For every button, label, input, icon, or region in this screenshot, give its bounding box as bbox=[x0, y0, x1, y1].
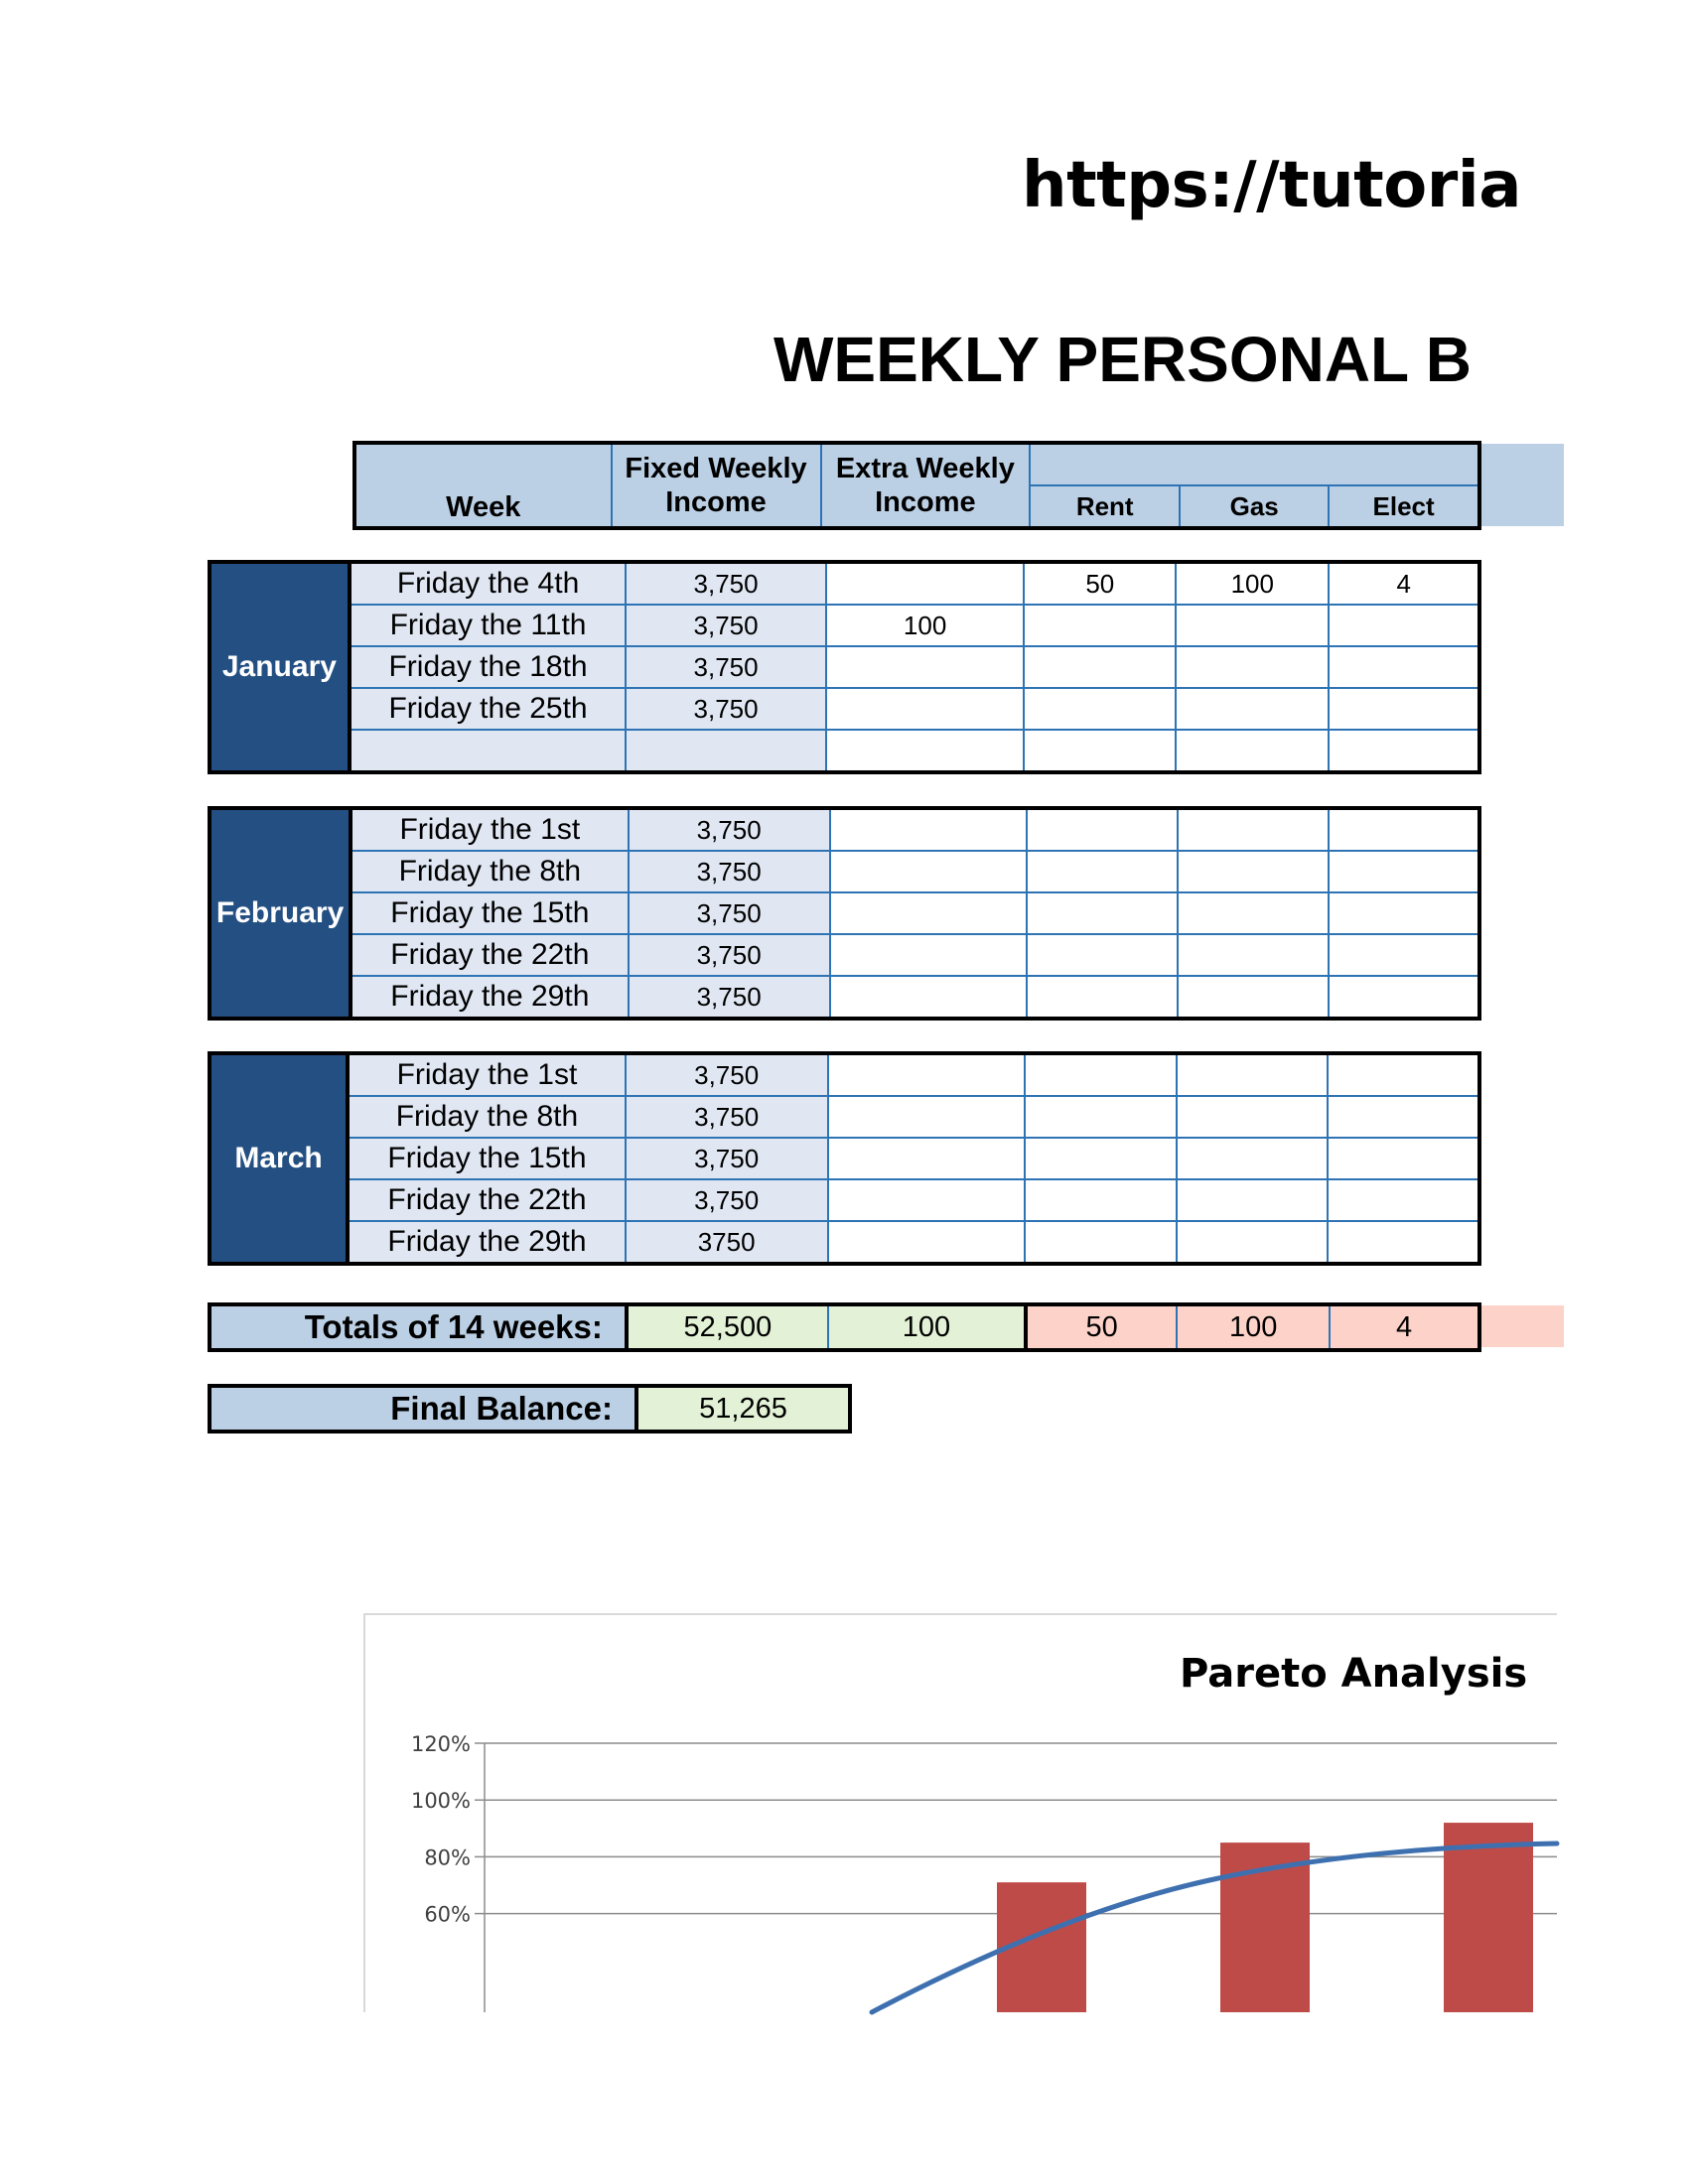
rent-cell[interactable] bbox=[1025, 1221, 1177, 1264]
rent-cell[interactable] bbox=[1025, 1053, 1177, 1096]
fixed-income-cell[interactable]: 3,750 bbox=[626, 1179, 828, 1221]
rent-cell[interactable] bbox=[1024, 605, 1176, 646]
week-cell[interactable]: Friday the 29th bbox=[351, 976, 628, 1019]
electricity-cell[interactable] bbox=[1329, 934, 1479, 976]
header-rent: Rent bbox=[1030, 485, 1180, 528]
week-cell[interactable]: Friday the 22th bbox=[348, 1179, 626, 1221]
month-label: February bbox=[210, 808, 351, 1019]
week-cell[interactable]: Friday the 1st bbox=[351, 808, 628, 851]
header-fixed-income-line-2: Income bbox=[665, 486, 767, 518]
rent-cell[interactable] bbox=[1025, 1138, 1177, 1179]
rent-cell[interactable] bbox=[1024, 730, 1176, 772]
fixed-income-cell[interactable]: 3,750 bbox=[626, 688, 826, 730]
extra-income-cell[interactable] bbox=[826, 730, 1025, 772]
total-extra-income[interactable]: 100 bbox=[828, 1304, 1026, 1350]
source-url: https://tutoria bbox=[1022, 149, 1521, 222]
header-extra-income-line-2: Income bbox=[875, 486, 976, 518]
electricity-cell[interactable] bbox=[1329, 730, 1479, 772]
extra-income-cell[interactable] bbox=[828, 1096, 1026, 1138]
fixed-income-cell[interactable]: 3,750 bbox=[626, 1053, 828, 1096]
header-extra-income bbox=[821, 443, 1031, 528]
gas-cell[interactable] bbox=[1176, 688, 1329, 730]
week-cell[interactable]: Friday the 18th bbox=[350, 646, 626, 688]
table-row bbox=[210, 934, 1479, 976]
fixed-income-cell[interactable]: 3,750 bbox=[626, 562, 826, 605]
extra-income-cell[interactable] bbox=[830, 934, 1027, 976]
rent-cell[interactable] bbox=[1024, 688, 1176, 730]
extra-income-cell[interactable] bbox=[830, 892, 1027, 934]
fixed-income-cell[interactable]: 3,750 bbox=[626, 1138, 828, 1179]
rent-cell[interactable] bbox=[1025, 1179, 1177, 1221]
month-table-january bbox=[208, 560, 1481, 774]
final-balance-value[interactable]: 51,265 bbox=[636, 1386, 850, 1432]
rent-cell[interactable] bbox=[1027, 976, 1178, 1019]
total-electricity[interactable]: 4 bbox=[1330, 1304, 1479, 1350]
fixed-income-cell[interactable] bbox=[626, 730, 826, 772]
week-cell[interactable]: Friday the 15th bbox=[351, 892, 628, 934]
electricity-cell[interactable] bbox=[1328, 1053, 1479, 1096]
fixed-income-cell[interactable]: 3,750 bbox=[629, 934, 830, 976]
rent-cell[interactable] bbox=[1027, 892, 1178, 934]
y-tick-label: 80% bbox=[424, 1845, 471, 1870]
totals-table bbox=[208, 1302, 1481, 1352]
totals-label: Totals of 14 weeks: bbox=[210, 1304, 627, 1350]
bar bbox=[1444, 1823, 1533, 2012]
fixed-income-cell[interactable]: 3,750 bbox=[629, 808, 830, 851]
electricity-cell[interactable] bbox=[1328, 1138, 1479, 1179]
header-overflow-strip bbox=[1481, 444, 1564, 526]
extra-income-cell[interactable] bbox=[826, 688, 1025, 730]
electricity-cell[interactable] bbox=[1329, 851, 1479, 892]
y-tick-label: 60% bbox=[424, 1902, 471, 1927]
extra-income-cell[interactable] bbox=[826, 646, 1025, 688]
month-label: January bbox=[210, 562, 350, 772]
final-balance-table bbox=[208, 1384, 852, 1433]
extra-income-cell[interactable] bbox=[828, 1138, 1026, 1179]
table-row bbox=[210, 1096, 1479, 1138]
electricity-cell[interactable] bbox=[1328, 1221, 1479, 1264]
table-row bbox=[210, 1138, 1479, 1179]
week-cell[interactable]: Friday the 4th bbox=[350, 562, 626, 605]
fixed-income-cell[interactable]: 3750 bbox=[626, 1221, 828, 1264]
table-row bbox=[210, 1179, 1479, 1221]
fixed-income-cell[interactable]: 3,750 bbox=[626, 1096, 828, 1138]
month-table-march bbox=[208, 1051, 1481, 1266]
table-row bbox=[210, 688, 1479, 730]
table-row bbox=[210, 562, 1479, 605]
week-cell[interactable] bbox=[350, 730, 626, 772]
gas-cell[interactable] bbox=[1178, 808, 1329, 851]
week-cell[interactable]: Friday the 8th bbox=[351, 851, 628, 892]
gas-cell[interactable] bbox=[1177, 1096, 1329, 1138]
week-cell[interactable]: Friday the 8th bbox=[348, 1096, 626, 1138]
fixed-income-cell[interactable]: 3,750 bbox=[629, 851, 830, 892]
chart-title: Pareto Analysis bbox=[1180, 1651, 1528, 1697]
totals-overflow-strip bbox=[1481, 1305, 1564, 1347]
electricity-cell[interactable] bbox=[1328, 1096, 1479, 1138]
extra-income-cell[interactable] bbox=[830, 976, 1027, 1019]
gas-cell[interactable] bbox=[1177, 1053, 1329, 1096]
electricity-cell[interactable] bbox=[1329, 646, 1479, 688]
fixed-income-cell[interactable]: 3,750 bbox=[629, 976, 830, 1019]
table-row bbox=[210, 976, 1479, 1019]
extra-income-cell[interactable]: 100 bbox=[826, 605, 1025, 646]
electricity-cell[interactable] bbox=[1329, 808, 1479, 851]
fixed-income-cell[interactable]: 3,750 bbox=[626, 605, 826, 646]
rent-cell[interactable] bbox=[1027, 851, 1178, 892]
fixed-income-cell[interactable]: 3,750 bbox=[626, 646, 826, 688]
header-gas: Gas bbox=[1180, 485, 1329, 528]
week-cell[interactable]: Friday the 25th bbox=[350, 688, 626, 730]
extra-income-cell[interactable] bbox=[828, 1053, 1026, 1096]
gas-cell[interactable] bbox=[1177, 1179, 1329, 1221]
page-title: WEEKLY PERSONAL B bbox=[774, 324, 1472, 395]
gas-cell[interactable] bbox=[1178, 976, 1329, 1019]
gas-cell[interactable] bbox=[1178, 892, 1329, 934]
week-cell[interactable]: Friday the 29th bbox=[348, 1221, 626, 1264]
extra-income-cell[interactable] bbox=[826, 562, 1025, 605]
rent-cell[interactable] bbox=[1025, 1096, 1177, 1138]
rent-cell[interactable]: 50 bbox=[1024, 562, 1176, 605]
extra-income-cell[interactable] bbox=[828, 1221, 1026, 1264]
table-row bbox=[210, 1221, 1479, 1264]
header-expenses-group bbox=[1030, 443, 1479, 485]
electricity-cell[interactable] bbox=[1329, 892, 1479, 934]
table-row bbox=[210, 851, 1479, 892]
electricity-cell[interactable] bbox=[1329, 605, 1479, 646]
final-balance-label: Final Balance: bbox=[210, 1386, 636, 1432]
extra-income-cell[interactable] bbox=[828, 1179, 1026, 1221]
month-label: March bbox=[210, 1053, 348, 1264]
header-week: Week bbox=[354, 443, 612, 528]
electricity-cell[interactable] bbox=[1329, 976, 1479, 1019]
fixed-income-cell[interactable]: 3,750 bbox=[629, 892, 830, 934]
total-rent[interactable]: 50 bbox=[1026, 1304, 1177, 1350]
total-gas[interactable]: 100 bbox=[1177, 1304, 1330, 1350]
pareto-chart[interactable] bbox=[363, 1613, 1557, 2012]
week-cell[interactable]: Friday the 1st bbox=[348, 1053, 626, 1096]
rent-cell[interactable] bbox=[1027, 934, 1178, 976]
column-header-table bbox=[352, 441, 1481, 530]
gas-cell[interactable] bbox=[1176, 605, 1329, 646]
table-row bbox=[210, 730, 1479, 772]
week-cell[interactable]: Friday the 11th bbox=[350, 605, 626, 646]
gas-cell[interactable] bbox=[1177, 1221, 1329, 1264]
header-fixed-income bbox=[612, 443, 821, 528]
gas-cell[interactable]: 100 bbox=[1176, 562, 1329, 605]
rent-cell[interactable] bbox=[1024, 646, 1176, 688]
week-cell[interactable]: Friday the 22th bbox=[351, 934, 628, 976]
table-row bbox=[210, 892, 1479, 934]
extra-income-cell[interactable] bbox=[830, 808, 1027, 851]
table-row bbox=[210, 605, 1479, 646]
gas-cell[interactable] bbox=[1178, 934, 1329, 976]
total-fixed-income[interactable]: 52,500 bbox=[627, 1304, 828, 1350]
electricity-cell[interactable] bbox=[1328, 1179, 1479, 1221]
week-cell[interactable]: Friday the 15th bbox=[348, 1138, 626, 1179]
header-extra-income-line-1: Extra Weekly bbox=[835, 453, 1015, 484]
gas-cell[interactable] bbox=[1177, 1138, 1329, 1179]
rent-cell[interactable] bbox=[1027, 808, 1178, 851]
electricity-cell[interactable]: 4 bbox=[1329, 562, 1479, 605]
gas-cell[interactable] bbox=[1178, 851, 1329, 892]
y-tick-label: 100% bbox=[410, 1789, 471, 1814]
header-electricity: Elect bbox=[1329, 485, 1479, 528]
header-fixed-income-line-1: Fixed Weekly bbox=[625, 453, 807, 484]
table-row bbox=[210, 808, 1479, 851]
electricity-cell[interactable] bbox=[1329, 688, 1479, 730]
table-row bbox=[210, 1053, 1479, 1096]
extra-income-cell[interactable] bbox=[830, 851, 1027, 892]
table-row bbox=[210, 646, 1479, 688]
y-tick-label: 120% bbox=[410, 1732, 471, 1756]
month-table-february bbox=[208, 806, 1481, 1021]
gas-cell[interactable] bbox=[1176, 646, 1329, 688]
gas-cell[interactable] bbox=[1176, 730, 1329, 772]
